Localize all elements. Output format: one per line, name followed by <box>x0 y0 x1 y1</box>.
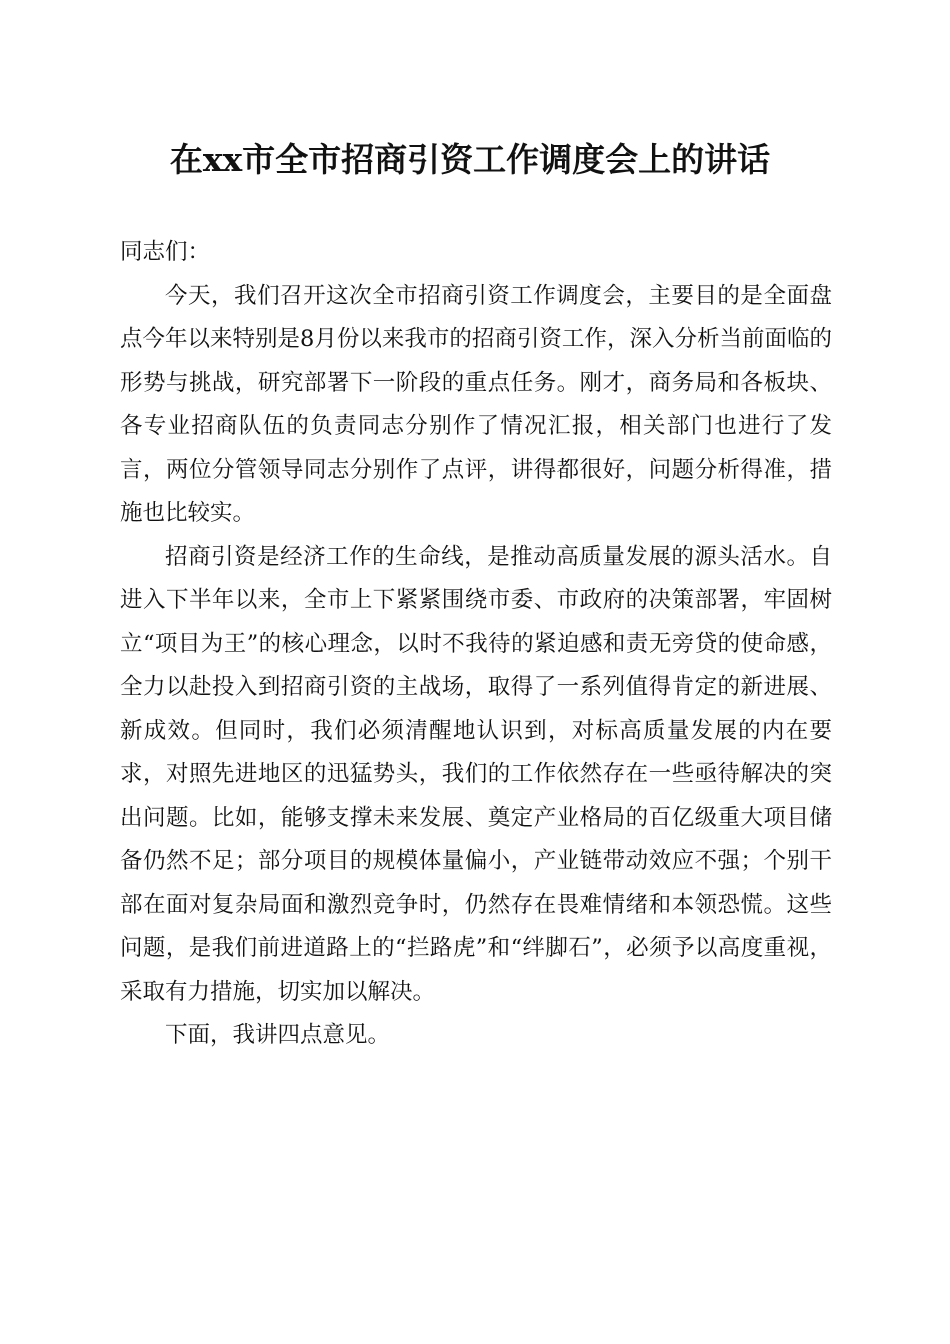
document-body <box>120 231 832 1058</box>
document-title: 在xx市全市招商引资工作调度会上的讲话 <box>169 140 771 179</box>
paragraph-situation: 招商引资是经济工作的生命线，是推动高质量发展的源头活水。自进入下半年以来，全市上下紧紧围绕市委、市政府的决策部署，牢固树立“项目为王”的核心理念，以时不我待的紧迫感和责无旁贷的使命感，全力以赴投入到招商引资的主战场，取得了一系列值得肯定的新进展、新成效。但同时，我们必须清醒地认识到，对标高质量发展的内在要求，对照先进地区的迅猛势头，我们的工作依然存在一些亟待解决的突出问题。比如，能够支撑未来发展、奠定产业格局的百亿级重大项目储备仍然不足；部分项目的规模体量偏小，产业链带动效应不强；个别干部在面对复杂局面和激烈竞争时，仍然存在畏难情绪和本领恐慌。这些问题，是我们前进道路上的“拦路虎”和“绊脚石”，必须予以高度重视，采取有力措施，切实加以解决。 <box>120 543 832 1005</box>
paragraph-transition: 下面，我讲四点意见。 <box>165 1022 391 1048</box>
paragraph-opening: 今天，我们召开这次全市招商引资工作调度会，主要目的是全面盘点今年以来特别是8月份以来我市的招商引资工作，深入分析当前面临的形势与挑战，研究部署下一阶段的重点任务。刚才，商务局和各板块、各专业招商队伍的负责同志分别作了情况汇报，相关部门也进行了发言，两位分管领导同志分别作了点评，讲得都很好，问题分析得准，措施也比较实。 <box>120 282 832 526</box>
salutation: 同志们： <box>120 239 211 265</box>
